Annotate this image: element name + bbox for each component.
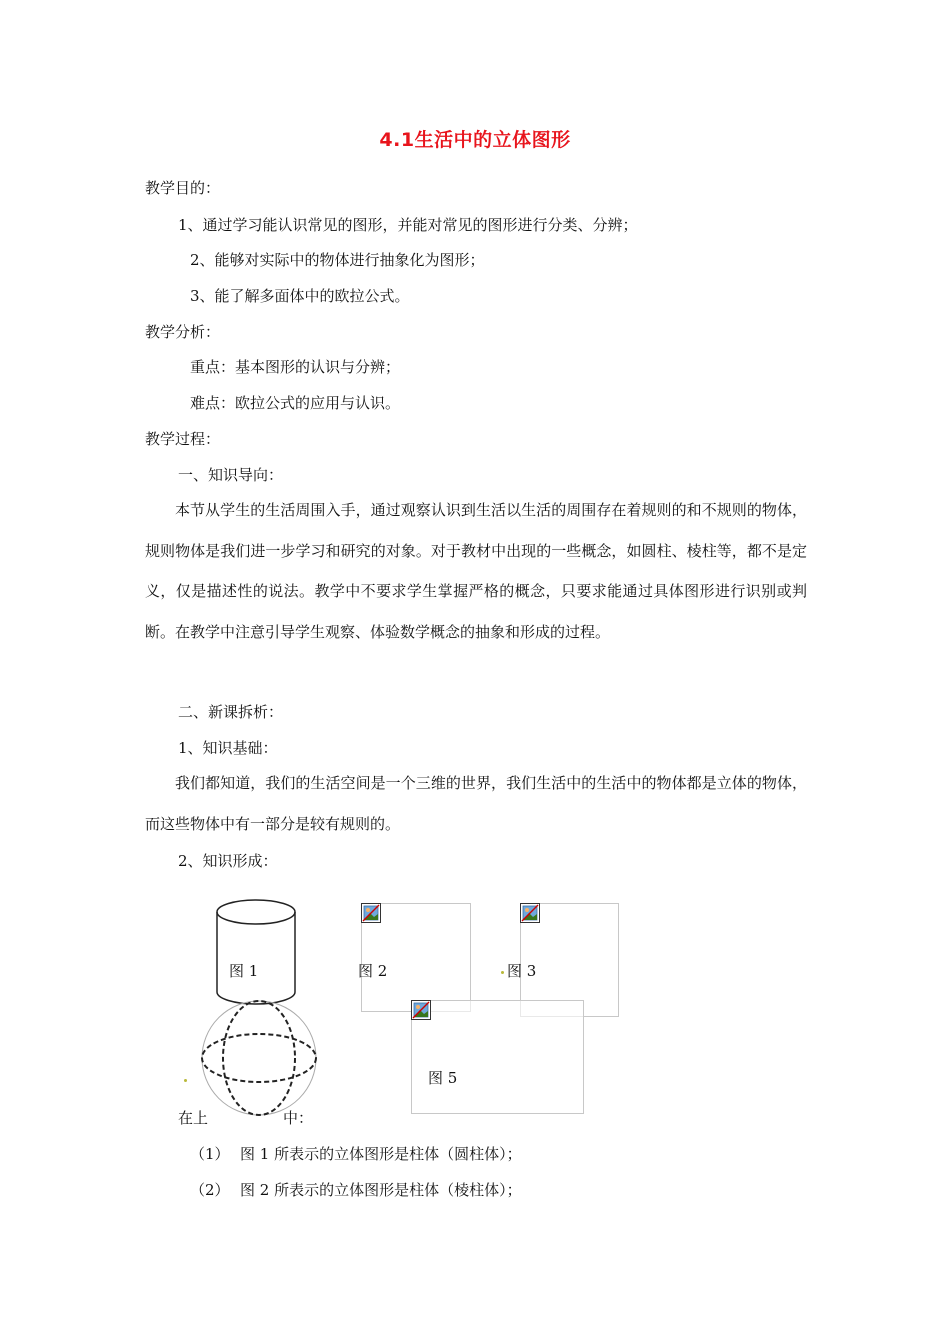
figure2-caption: 图 2 bbox=[358, 962, 388, 980]
figure2-image-frame bbox=[361, 903, 471, 1012]
section1-paragraph: 本节从学生的生活周围入手，通过观察认识到生活以生活的周围存在着规则的和不规则的物体，规则物体是我们进一步学习和研究的对象。对于教材中出现的一些概念，如圆柱、棱柱等，都不是定义，仅是描述性的说法。教学中不要求学生掌握严格的概念，只要求能通过具体图形进行识别或判断。在教学中注意引导学生观察、体验数学概念的抽象和形成的过程。 bbox=[145, 501, 807, 641]
sub1-heading: 1、知识基础： bbox=[178, 739, 278, 757]
list-item-num: （2） bbox=[190, 1181, 230, 1199]
difficult-point: 难点：欧拉公式的应用与认识。 bbox=[190, 394, 401, 412]
occluded-text-left: 在上 bbox=[178, 1109, 209, 1127]
goal-item-1: 1、通过学习能认识常见的图形，并能对常见的图形进行分类、分辨； bbox=[178, 216, 638, 234]
sub1-paragraph: 我们都知道，我们的生活空间是一个三维的世界，我们生活中的生活中的物体都是立体的物体，而这些物体中有一部分是较有规则的。 bbox=[145, 774, 807, 833]
figure5-caption: 图 5 bbox=[428, 1069, 458, 1087]
sub2-heading: 2、知识形成： bbox=[178, 852, 278, 870]
document-title: 4.1生活中的立体图形 bbox=[379, 129, 571, 151]
figure3-caption: 图 3 bbox=[507, 962, 537, 980]
sphere-shape bbox=[202, 1001, 316, 1115]
stray-mark bbox=[501, 971, 504, 974]
goal-item-3: 3、能了解多面体中的欧拉公式。 bbox=[190, 287, 410, 305]
figure-cylinder-sphere bbox=[195, 890, 335, 1130]
goal-item-2: 2、能够对实际中的物体进行抽象化为图形； bbox=[190, 251, 485, 269]
section2-heading: 二、新课拆析： bbox=[178, 703, 284, 721]
key-point: 重点：基本图形的认识与分辨； bbox=[190, 358, 401, 376]
broken-image-icon bbox=[520, 903, 540, 923]
section1-heading: 一、知识导向： bbox=[178, 466, 284, 484]
cylinder-shape bbox=[217, 900, 295, 1004]
figure5-image-frame bbox=[411, 1000, 584, 1114]
figure1-caption: 图 1 bbox=[229, 962, 259, 980]
goals-heading: 教学目的： bbox=[145, 179, 221, 197]
list-item-text: 图 1 所表示的立体图形是柱体（圆柱体）； bbox=[240, 1145, 522, 1163]
analysis-heading: 教学分析： bbox=[145, 323, 221, 341]
broken-image-icon bbox=[411, 1000, 431, 1020]
list-item-num: （1） bbox=[190, 1145, 230, 1163]
process-heading: 教学过程： bbox=[145, 430, 221, 448]
broken-image-icon bbox=[361, 903, 381, 923]
occluded-text-right: 中： bbox=[283, 1109, 314, 1127]
list-item-text: 图 2 所表示的立体图形是柱体（棱柱体）； bbox=[240, 1181, 522, 1199]
stray-mark bbox=[184, 1079, 187, 1082]
